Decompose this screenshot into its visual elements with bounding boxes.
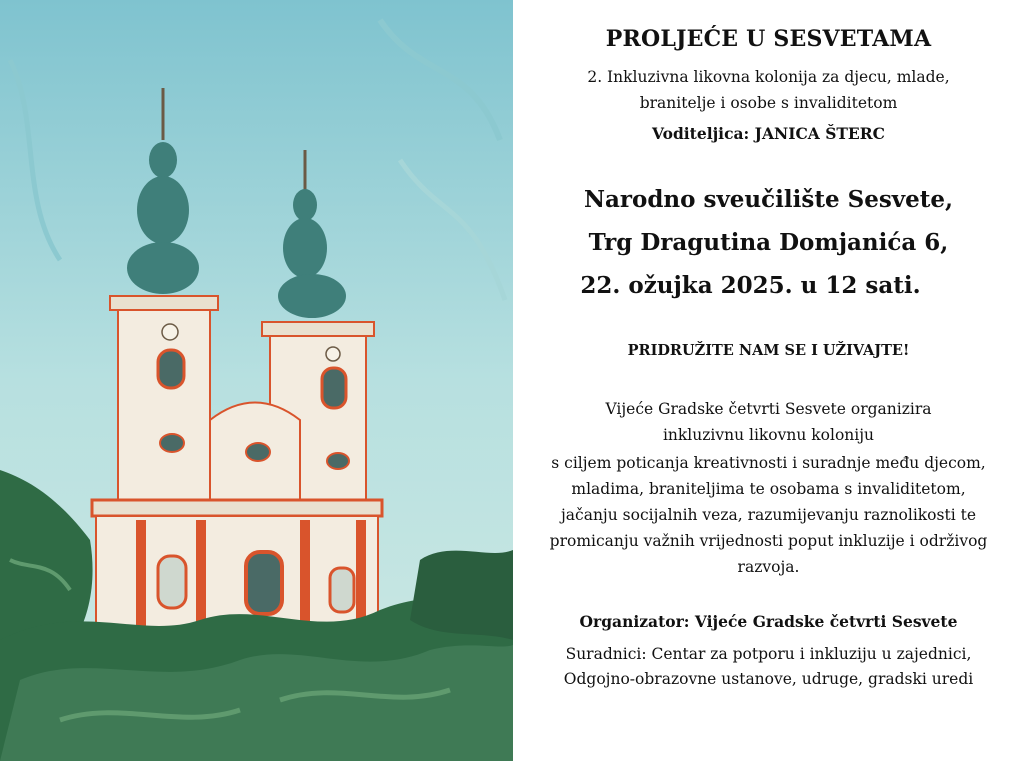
collaborators-line-2: Odgojno-obrazovne ustanove, udruge, gradski uredi xyxy=(563,670,974,688)
call-to-action: PRIDRUŽITE NAM SE I UŽIVAJTE! xyxy=(627,342,910,359)
leader-line: Voditeljica: JANICA ŠTERC xyxy=(652,124,885,143)
body-line: inkluzivnu likovnu koloniju xyxy=(662,426,875,444)
body-line: razvoja. xyxy=(737,558,800,576)
body-line: mladima, braniteljima te osobama s invaliditetom, xyxy=(571,480,966,498)
body-line: jačanju socijalnih veza, razumijevanju raznolikosti te xyxy=(560,506,976,524)
body-line: s ciljem poticanja kreativnosti i suradnje među djecom, xyxy=(551,454,986,472)
subtitle-line-2: branitelje i osobe s invaliditetom xyxy=(639,94,898,112)
subtitle-line-1: 2. Inkluzivna likovna kolonija za djecu, mlade, xyxy=(587,68,950,86)
body-line: promicanju važnih vrijednosti poput inkluzije i održivog xyxy=(549,532,988,550)
venue-line-2: Trg Dragutina Domjanića 6, xyxy=(588,229,949,256)
venue-line-1: Narodno sveučilište Sesvete, xyxy=(583,186,954,213)
body-line: Vijeće Gradske četvrti Sesvete organizira xyxy=(605,400,932,418)
poster-text xyxy=(513,0,1024,761)
poster-title: PROLJEĆE U SESVETAMA xyxy=(605,26,932,52)
organizer-line: Organizator: Vijeće Gradske četvrti Sesvete xyxy=(579,612,958,631)
collaborators-line-1: Suradnici: Centar za potporu i inkluziju u zajednici, xyxy=(565,645,972,663)
date-line: 22. ožujka 2025. u 12 sati. xyxy=(580,272,921,299)
